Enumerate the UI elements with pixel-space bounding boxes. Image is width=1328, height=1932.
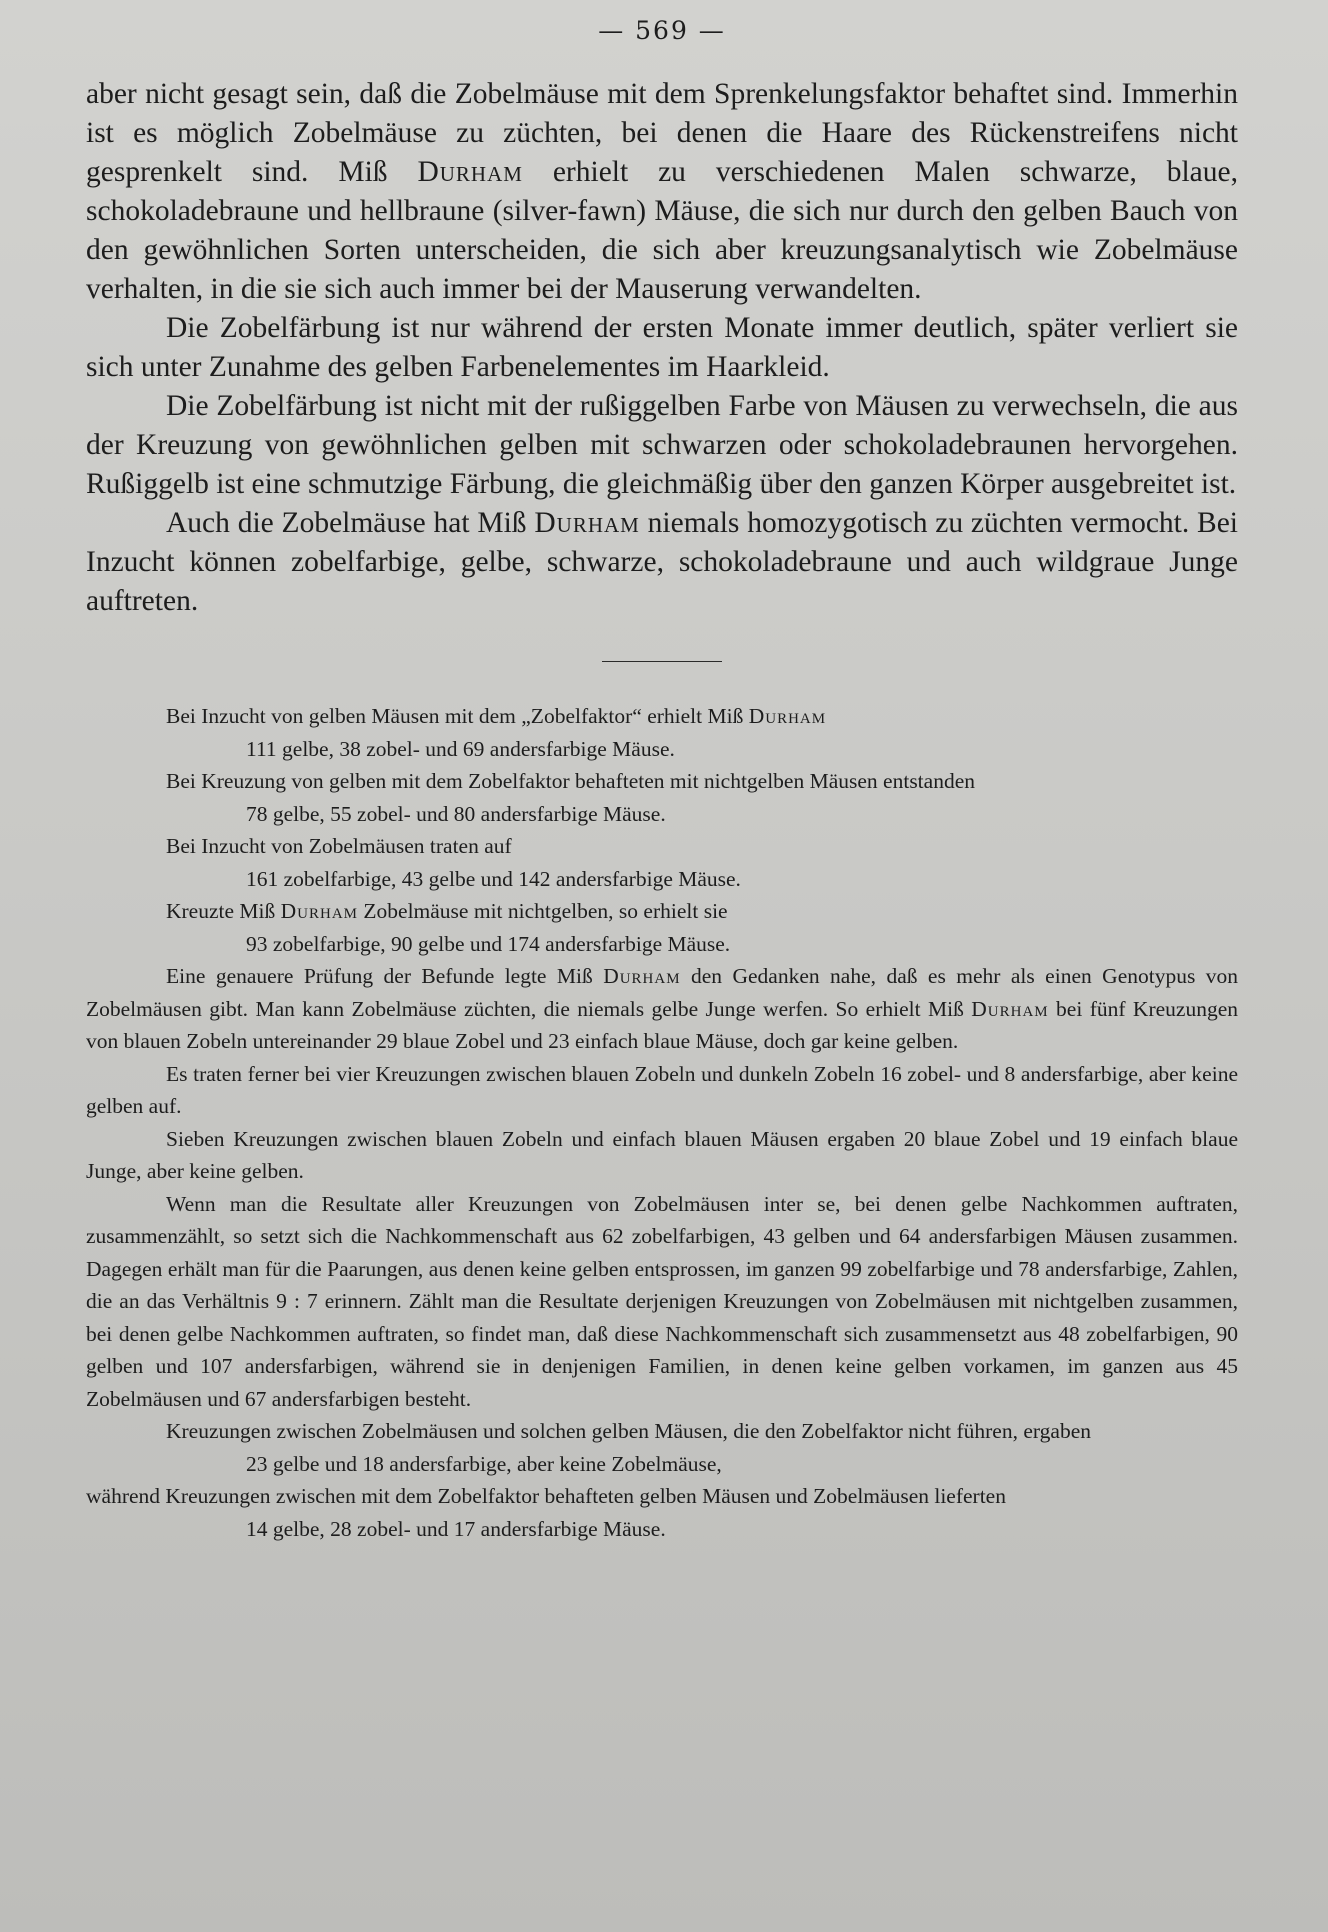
text-run: Bei Kreuzung von gelben mit dem Zobelfaktor behafteten mit nichtgelben Mäusen entstanden [166,769,975,793]
author-name: Durham [417,156,523,188]
text-run: erhielt zu verschiedenen Malen schwarze, blaue, schokoladebraune und hellbraune (silver-fawn) Mäuse, die sich nur durch den gelben Bauch von den gewöhnlichen Sorten unterscheiden, die sich aber kreuzungsanalytisch wie Zobelmäuse verhalten, in die sie sich auch immer bei der Mauserung verwandelten. [86,156,1238,305]
author-name: Durham [280,899,359,923]
paragraph [86,75,1238,309]
text-run: den Gedanken nahe, daß es mehr als einen Genotypus von Zobelmäusen gibt. Man kann Zobelmäuse züchten, die niemals gelbe Junge werfen. So erhielt Miß [86,964,1239,1021]
text-run: 78 gelbe, 55 zobel- und 80 andersfarbige Mäuse. [246,801,666,826]
paragraph [86,1480,1238,1513]
main-text [86,75,1238,621]
author-name: Durham [603,964,681,988]
paragraph [86,1058,1238,1123]
page-number: — 569 — [598,16,726,45]
text-run: Kreuzungen zwischen Zobelmäusen und solchen gelben Mäusen, die den Zobelfaktor nicht führen, ergaben [166,1419,1091,1443]
paragraph [86,765,1238,798]
text-run: Sieben Kreuzungen zwischen blauen Zobeln und einfach blauen Mäusen ergaben 20 blaue Zobel und 19 einfach blaue Junge, aber keine gelben. [86,1126,1238,1183]
text-run: Kreuzte Miß [166,899,281,923]
text-run: Bei Inzucht von Zobelmäusen traten auf [166,834,512,858]
text-run: niemals homozygotisch zu züchten vermocht. Bei Inzucht können zobelfarbige, gelbe, schwarze, schokoladebraune und auch wildgraue Junge auftreten. [86,507,1239,617]
text-run: Es traten ferner bei vier Kreuzungen zwischen blauen Zobeln und dunkeln Zobeln 16 zobel- und 8 andersfarbige, aber keine gelben auf. [86,1061,1238,1118]
text-run: Die Zobelfärbung ist nur während der ersten Monate immer deutlich, später verliert sie sich unter Zunahme des gelben Farbenelementes im Haarkleid. [86,312,1238,383]
text-run: 93 zobelfarbige, 90 gelbe und 174 andersfarbige Mäuse. [246,931,731,956]
result-line [86,928,1238,961]
text-run: aber nicht gesagt sein, daß die Zobelmäuse mit dem Sprenkelungsfaktor behaftet sind. Immerhin ist es möglich Zobelmäuse zu züchten, bei denen die Haare des Rückenstreifens nicht gesprenkelt sind. Miß [86,78,1238,188]
paragraph [86,700,1238,733]
paragraph [86,1123,1238,1188]
text-run: bei fünf Kreuzungen von blauen Zobeln untereinander 29 blaue Zobel und 23 einfach blaue Mäuse, doch gar keine gelben. [86,996,1238,1053]
text-run: während Kreuzungen zwischen mit dem Zobelfaktor behafteten gelben Mäusen und Zobelmäusen lieferten [86,1484,1006,1508]
author-name: Durham [748,704,827,728]
result-line [86,798,1238,831]
paragraph [86,309,1238,387]
text-run: Eine genauere Prüfung der Befunde legte Miß [166,964,604,988]
text-run: Bei Inzucht von gelben Mäusen mit dem „Zobelfaktor“ erhielt Miß [166,704,749,728]
text-run: Auch die Zobelmäuse hat Miß [166,507,535,539]
paragraph [86,895,1238,928]
text-run: Wenn man die Resultate aller Kreuzungen von Zobelmäusen inter se, bei denen gelbe Nachkommen auftraten, zusammenzählt, so setzt sich die Nachkommenschaft aus 62 zobelfarbigen, 43 gelben und 64 andersfarbigen Mäusen zusammen. Dagegen erhält man für die Paarungen, aus denen keine gelben entsprossen, im ganzen 99 zobelfarbige und 78 andersfarbige, Zahlen, die an das Verhältnis 9 : 7 erinnern. Zählt man die Resultate derjenigen Kreuzungen von Zobelmäusen mit nichtgelben zusammen, bei denen gelbe Nachkommen auftraten, so findet man, daß diese Nachkommenschaft sich zusammensetzt aus 48 zobelfarbigen, 90 gelben und 107 andersfarbigen, während sie in denjenigen Familien, in denen keine gelben vorkamen, im ganzen aus 45 Zobelmäusen und 67 andersfarbigen besteht. [86,1191,1238,1411]
page-content [86,16,1238,1545]
result-line [86,1513,1238,1546]
small-print-text [86,700,1238,1545]
paragraph [86,960,1238,1058]
result-line [86,1448,1238,1481]
paragraph [86,1415,1238,1448]
text-run: Die Zobelfärbung ist nicht mit der rußiggelben Farbe von Mäusen zu verwechseln, die aus der Kreuzung von gewöhnlichen gelben mit schwarzen oder schokoladebraunen hervorgehen. Rußiggelb ist eine schmutzige Färbung, die gleichmäßig über den ganzen Körper ausgebreitet ist. [86,390,1238,500]
author-name: Durham [971,996,1049,1021]
paragraph [86,1188,1238,1416]
paragraph [86,830,1238,863]
author-name: Durham [534,507,640,539]
text-run: 14 gelbe, 28 zobel- und 17 andersfarbige Mäuse. [246,1516,666,1541]
text-run: Zobelmäuse mit nichtgelben, so erhielt sie [358,899,728,923]
text-run: 111 gelbe, 38 zobel- und 69 andersfarbige Mäuse. [246,736,675,761]
paragraph [86,387,1238,504]
text-run: 23 gelbe und 18 andersfarbige, aber keine Zobelmäuse, [246,1451,722,1476]
result-line [86,733,1238,766]
section-divider [602,661,722,662]
text-run: 161 zobelfarbige, 43 gelbe und 142 andersfarbige Mäuse. [246,866,741,891]
paragraph [86,504,1238,621]
result-line [86,863,1238,896]
